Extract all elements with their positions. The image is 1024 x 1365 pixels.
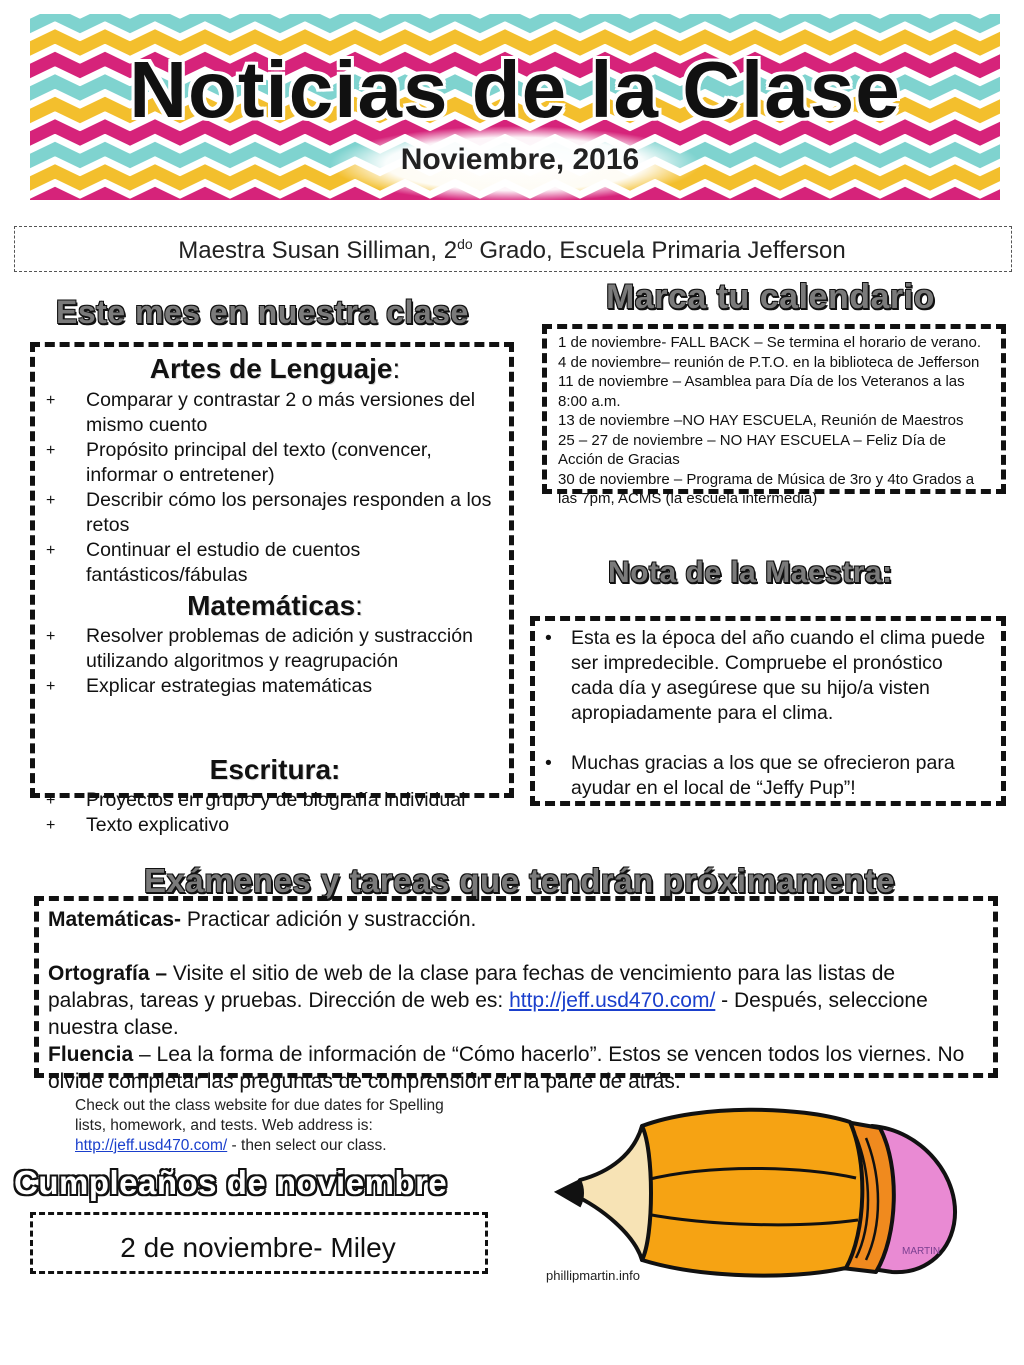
exam-spelling-text: Visite el sitio de web de la clase para fechas de vencimiento para las listas de palabras, tareas y pruebas. Dirección de web es: [48,962,896,1012]
exam-fluency-text: – Lea la forma de información de “Cómo hacerlo”. Estos se vencen todos los viernes. No olvide completar las preguntas de comprensión en la parte de atrás. [48,1043,965,1093]
image-credit: phillipmartin.info [546,1268,640,1283]
writing-list [44,788,514,838]
exam-math-label: Matemáticas- [48,908,182,931]
chevron-stripe [30,14,1000,26]
math-list [44,624,484,699]
english-website-link[interactable]: http://jeff.usd470.com/ [75,1137,228,1154]
exams-content [48,906,978,1095]
exam-fluency [48,1041,978,1095]
exam-fluency-label: Fluencia [48,1043,134,1066]
newsletter-title: Noticias de la Clase [129,45,901,134]
teacher-note-heading: Nota de la Maestra: [608,556,893,589]
calendar-event: 4 de noviembre– reunión de P.T.O. en la biblioteca de Jefferson [558,353,980,371]
list-item: + Texto explicativo [44,813,514,838]
calendar-event: 30 de noviembre – Programa de Música de 3ro y 4to Grados a las 7pm, ACMS (la escuela intermedia) [558,470,975,507]
list-item: + Describir cómo los personajes responden a los retos [44,488,494,538]
exam-math [48,906,978,933]
language-arts-label: Artes de Lenguaje [149,353,393,384]
calendar-event: 13 de noviembre –NO HAY ESCUELA, Reunión de Maestros [558,412,964,429]
exams-heading: Exámenes y tareas que tendrán próximamente [144,862,895,899]
exam-spelling-label: Ortografía – [48,962,168,985]
list-item: + Propósito principal del texto (convencer, informar o entretener) [44,438,494,488]
math-heading [40,590,510,622]
pencil-illustration [546,1096,970,1296]
class-website-link[interactable]: http://jeff.usd470.com/ [509,989,716,1012]
teacher-line [0,236,1024,265]
list-item: • Muchas gracias a los que se ofrecieron para ayudar en el local de “Jeffy Pup”! [540,751,990,801]
school-name: Grado, Escuela Primaria Jefferson [472,237,846,264]
birthday-entry: 2 de noviembre- Miley [120,1232,396,1263]
calendar-event: 11 de noviembre – Asamblea para Día de los Veteranos a las 8:00 a.m. [558,373,965,410]
list-item: + Resolver problemas de adición y sustracción utilizando algoritmos y reagrupación [44,624,484,674]
english-note-after: - then select our class. [227,1137,387,1154]
calendar-event: 1 de noviembre- FALL BACK – Se termina el horario de verano. [558,334,982,351]
this-month-heading: Este mes en nuestra clase [56,294,469,330]
list-item: + Explicar estrategias matemáticas [44,674,484,699]
math-colon: : [355,590,363,621]
language-arts-colon: : [392,353,401,384]
list-item: + Comparar y contrastar 2 o más versiones del mismo cuento [44,388,494,438]
teacher-name: Maestra Susan Silliman, 2 [178,237,458,264]
english-note [75,1096,475,1156]
pencil-icon [550,1096,970,1296]
calendar-events [558,333,986,509]
list-item: + Continuar el estudio de cuentos fantásticos/fábulas [44,538,494,588]
newsletter-date: Noviembre, 2016 [400,143,640,176]
english-note-text: Check out the class website for due dates for Spelling lists, homework, and tests. Web address is: [75,1097,444,1134]
language-arts-heading [40,353,510,385]
exam-spelling-after: - Después, seleccione nuestra clase. [48,989,928,1039]
birthdays-heading: Cumpleaños de noviembre [14,1164,448,1201]
pencil-signature: MARTIN [902,1246,941,1257]
teacher-note-list [540,626,990,801]
list-item: + Proyectos en grupo y de biografía individual [44,788,514,813]
language-arts-list [44,388,494,588]
exam-spelling [48,960,978,1041]
math-label: Matemáticas [187,590,356,621]
list-item: • Esta es la época del año cuando el clima puede ser impredecible. Compruebe el pronóstico cada día y asegúrese que su hijo/a visten apropiadamente para el clima. [540,626,990,726]
exam-math-text: Practicar adición y sustracción. [181,908,477,931]
calendar-heading: Marca tu calendario [606,278,935,316]
grade-superscript: do [457,236,473,252]
writing-heading: Escritura: [209,754,341,785]
calendar-event: 25 – 27 de noviembre – NO HAY ESCUELA – Feliz Día de Acción de Gracias [558,431,946,468]
